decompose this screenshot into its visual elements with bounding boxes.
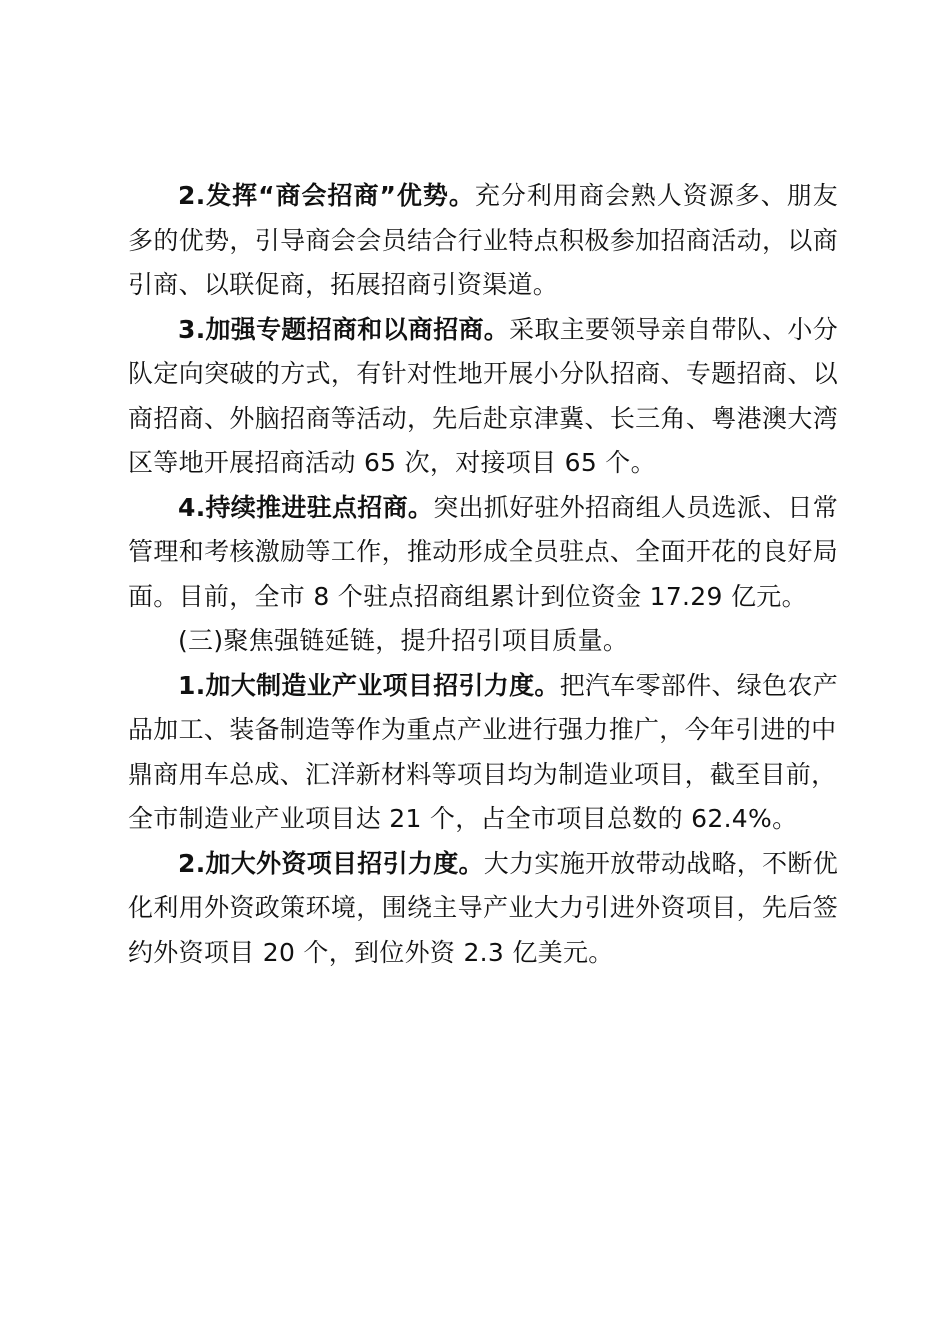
document-body (128, 174, 838, 975)
paragraph-heading: 1.加大制造业产业项目招引力度。 (178, 670, 560, 700)
paragraph-text: 大力实施开放带动战略，不断优化利用外资政策环境，围绕主导产业大力引进外资项目，先后签约外资项目 20 个，到位外资 2.3 亿美元。 (128, 848, 838, 967)
paragraph-heading: 4.持续推进驻点招商。 (178, 492, 434, 522)
paragraph-text: 采取主要领导亲自带队、小分队定向突破的方式，有针对性地开展小分队招商、专题招商、以商招商、外脑招商等活动，先后赴京津冀、长三角、粤港澳大湾区等地开展招商活动 65 次，对接项目 65 个。 (128, 314, 838, 477)
paragraph-heading: 2.发挥“商会招商”优势。 (178, 181, 475, 210)
paragraph-text: 把汽车零部件、绿色农产品加工、装备制造等作为重点产业进行强力推广，今年引进的中鼎商用车总成、汇洋新材料等项目均为制造业项目，截至目前，全市制造业产业项目达 21 个，占全市项目总数的 62.4%。 (128, 670, 839, 833)
paragraph-text: (三)聚焦强链延链，提升招引项目质量。 (178, 626, 629, 655)
paragraph-text: 突出抓好驻外招商组人员选派、日常管理和考核激励等工作，推动形成全员驻点、全面开花的良好局面。目前，全市 8 个驻点招商组累计到位资金 17.29 亿元。 (128, 492, 839, 611)
paragraph-chamber-of-commerce (128, 174, 838, 308)
paragraph-heading: 2.加大外资项目招引力度。 (178, 848, 484, 878)
paragraph-heading: 3.加强专题招商和以商招商。 (178, 314, 510, 344)
paragraph-text: 充分利用商会熟人资源多、朋友多的优势，引导商会会员结合行业特点积极参加招商活动，以商引商、以联促商，拓展招商引资渠道。 (128, 181, 839, 299)
paragraph-manufacturing-projects (128, 664, 838, 842)
paragraph-special-topic-investment (128, 308, 838, 486)
paragraph-foreign-investment (128, 842, 838, 976)
paragraph-resident-investment (128, 486, 838, 620)
section-heading-three (128, 619, 838, 664)
